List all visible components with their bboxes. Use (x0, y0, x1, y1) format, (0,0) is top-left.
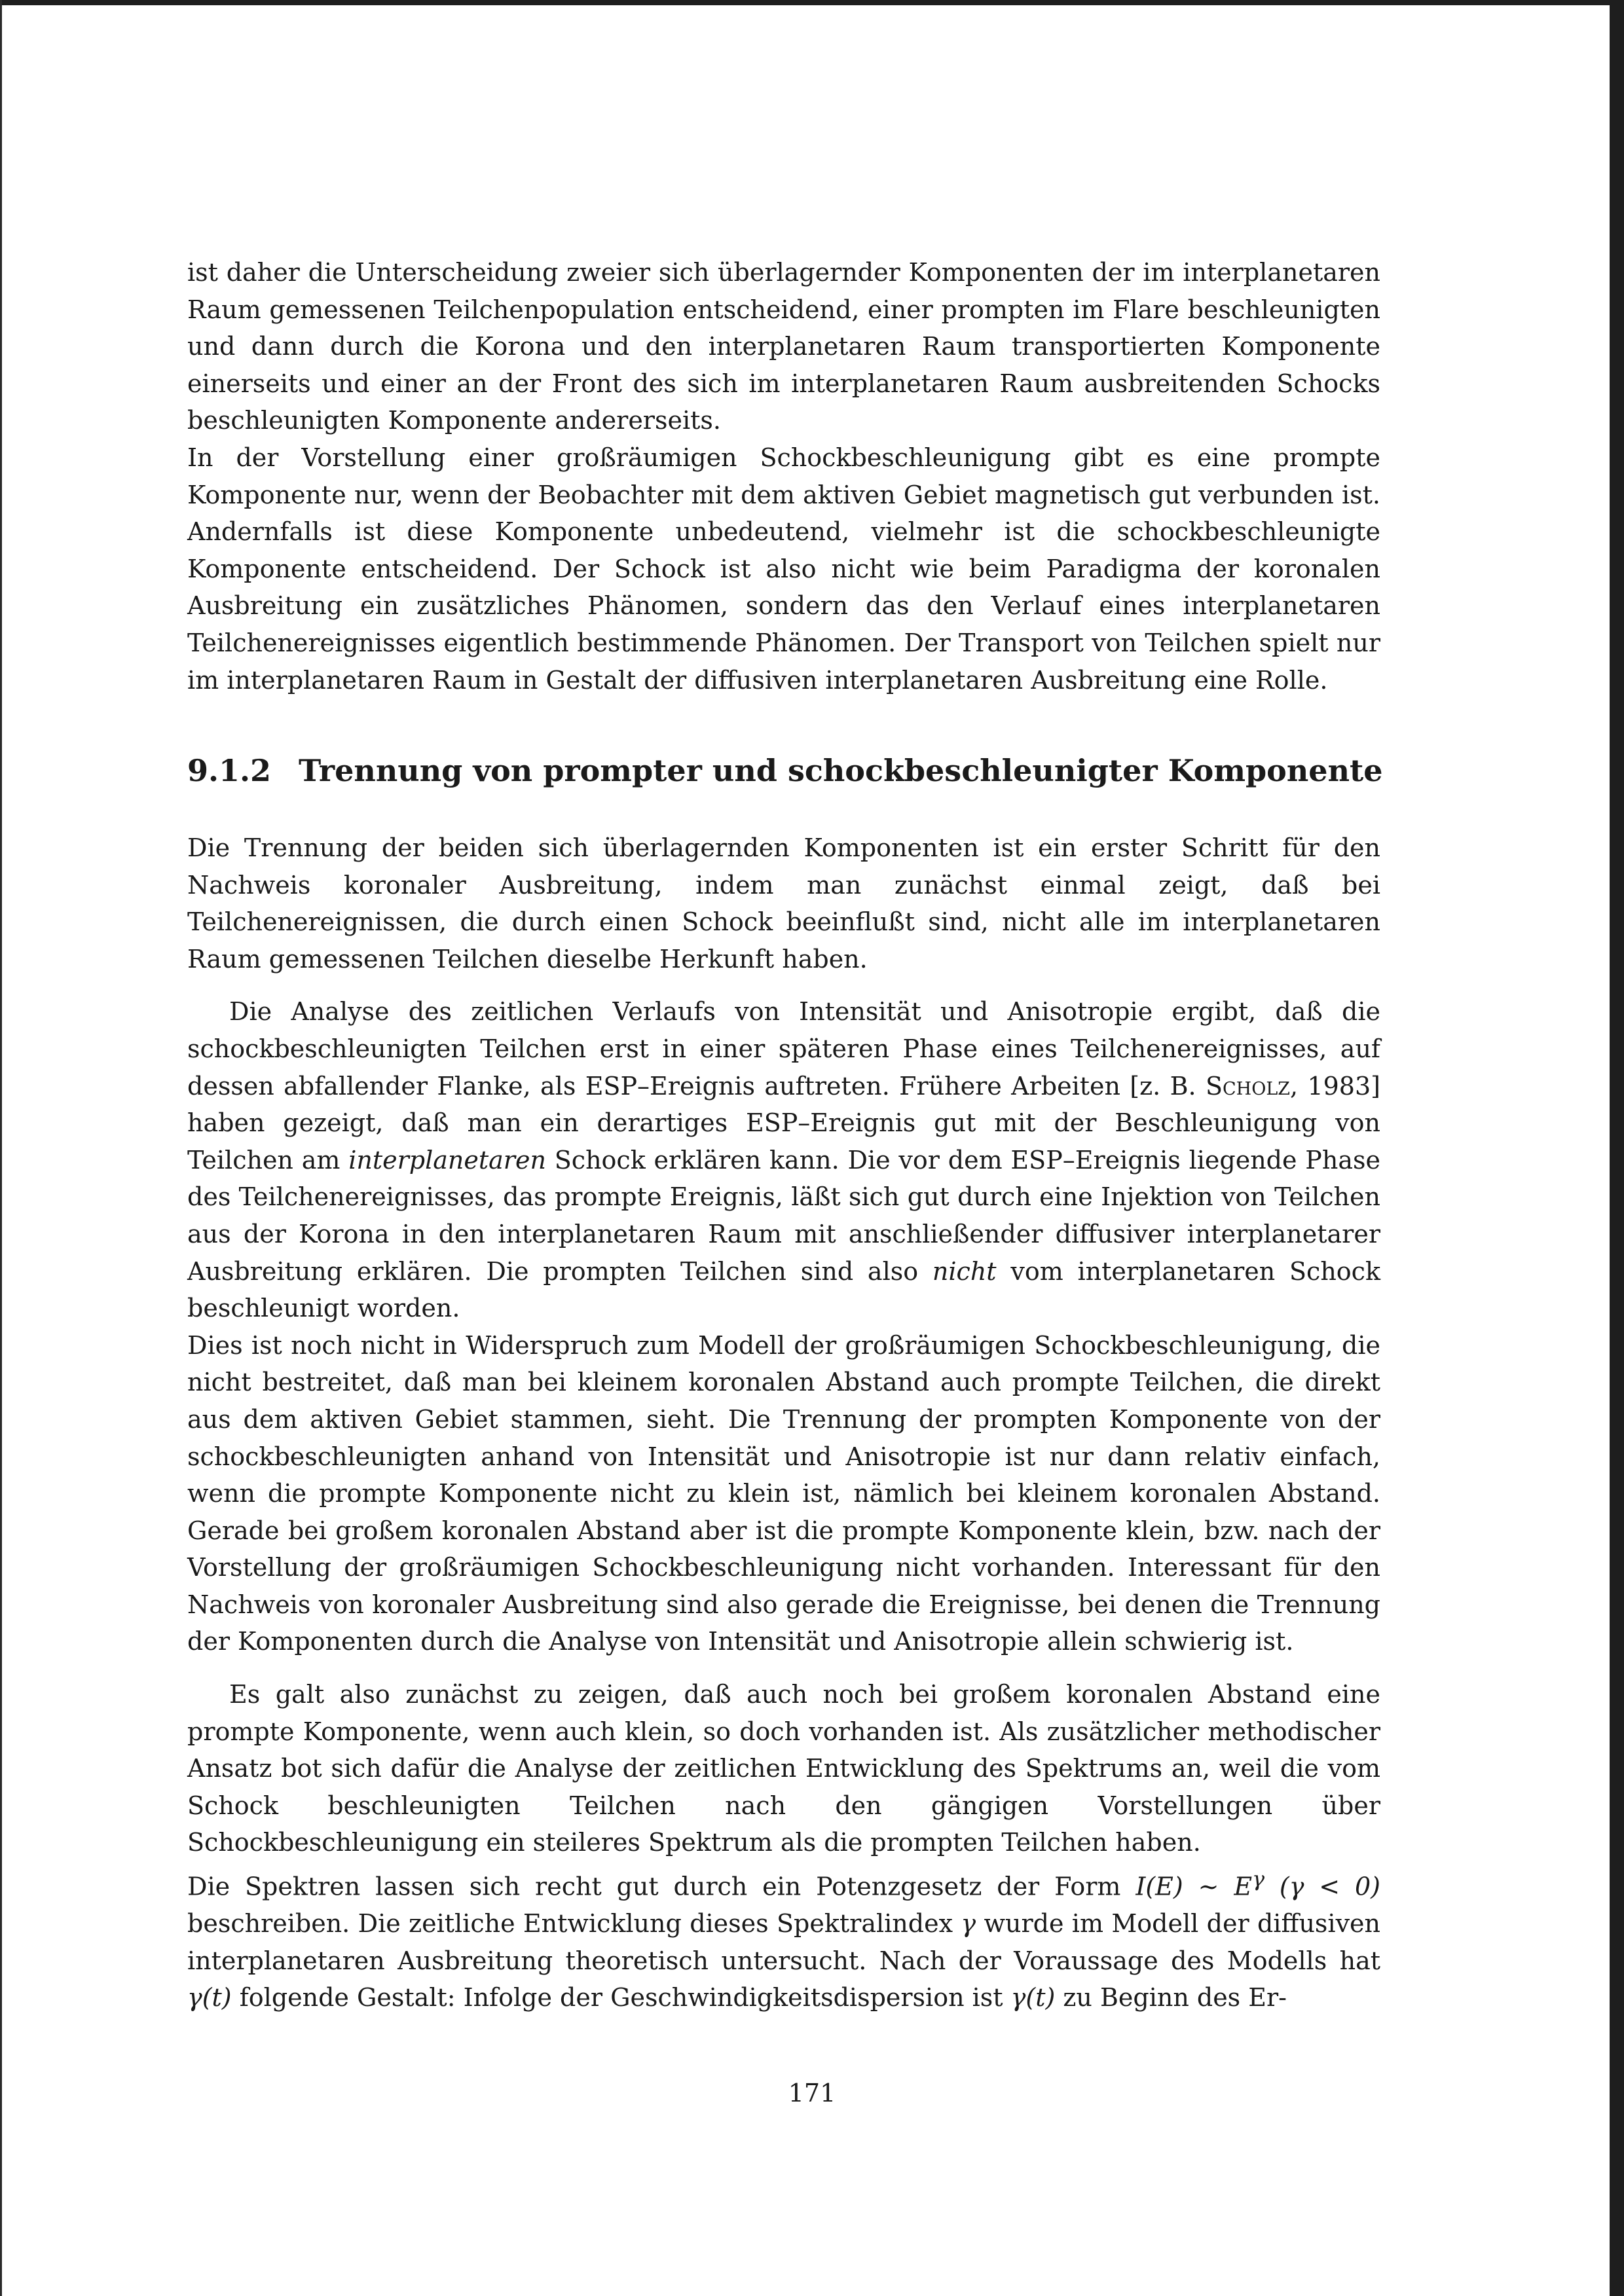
text-fragment: vom interplanetaren Schock beschleunigt worden. (187, 1256, 1380, 1323)
math-formula: (γ < 0) (1264, 1872, 1380, 1901)
text-fragment: beschreiben. Die zeitliche Entwicklung dieses Spektralindex (187, 1909, 961, 1939)
paragraph (187, 1861, 1380, 2016)
math-symbol: γ(t) (1010, 1983, 1056, 2013)
paragraph: In der Vorstellung einer großräumigen Schockbeschleunigung gibt es eine prompte Komponente nur, wenn der Beobachter mit dem aktiven Gebiet magnetisch gut verbunden ist. Andernfalls ist diese Komponente unbedeutend, vielmehr ist die schockbeschleunigte Komponente entscheidend. Der Schock ist also nicht wie beim Paradigma der koronalen Ausbreitung ein zusätzliches Phänomen, sondern das den Verlauf eines interplanetaren Teilchenereignisses eigentlich bestimmende Phänomen. Der Transport von Teilchen spielt nur im interplanetaren Raum in Gestalt der diffusiven interplanetaren Ausbreitung eine Rolle. (187, 443, 1380, 695)
paragraph: ist daher die Unterscheidung zweier sich überlagernder Komponenten der im interplanetaren Raum gemessenen Teilchenpopulation entscheidend, einer prompten im Flare beschleunigten und dann durch die Korona und den interplanetaren Raum transportierten Komponente einerseits und einer an der Front des sich im interplanetaren Raum ausbreitenden Schocks beschleunigten Komponente andererseits. (187, 258, 1380, 435)
text-fragment: Schock erklären kann. Die vor dem ESP–Ereignis liegende Phase des Teilchenereignisses, das prompte Ereignis, läßt sich gut durch eine Injektion von Teilchen aus der Korona in den interplanetaren Raum mit anschließender diffusiver interplanetarer Ausbreitung erklären. Die prompten Teilchen sind also (187, 1145, 1380, 1286)
scan-border-left (0, 0, 2, 2296)
section-heading (187, 753, 1383, 788)
text-fragment: Die Analyse des zeitlichen Verlaufs von Intensität und Anisotropie ergibt, daß die schockbeschleunigten Teilchen erst in einer späteren Phase eines Teilchenereignisses, auf dessen abfallender Flanke, als ESP–Ereignis auftreten. Frühere Arbeiten [z. B. (187, 997, 1380, 1101)
scan-border-top (0, 0, 1624, 5)
page-number: 171 (788, 2079, 836, 2107)
math-symbol: γ(t) (187, 1983, 232, 2013)
text-fragment: folgende Gestalt: Infolge der Geschwindigkeitsdispersion ist (231, 1983, 1011, 2013)
math-formula: I(E) ~ E (1135, 1872, 1253, 1901)
emphasis: interplanetaren (348, 1145, 546, 1175)
author-citation: Scholz (1205, 1071, 1291, 1101)
paragraph (187, 993, 1380, 1326)
paragraph: Dies ist noch nicht in Widerspruch zum Modell der großräumigen Schockbeschleunigung, die nicht bestreitet, daß man bei kleinem koronalen Abstand auch prompte Teilchen, die direkt aus dem aktiven Gebiet stammen, sieht. Die Trennung der prompten Komponente von der schockbeschleunigten anhand von Intensität und Anisotropie ist nur dann relativ einfach, wenn die prompte Komponente nicht zu klein ist, nämlich bei kleinem koronalen Abstand. Gerade bei großem koronalen Abstand aber ist die prompte Komponente klein, bzw. nach der Vorstellung der großräumigen Schockbeschleunigung nicht vorhanden. Interessant für den Nachweis von koronaler Ausbreitung sind also gerade die Ereignisse, bei denen die Trennung der Komponenten durch die Analyse von Intensität und Anisotropie allein schwierig ist. (187, 1330, 1380, 1656)
text-fragment: Die Spektren lassen sich recht gut durch ein Potenzgesetz der Form (187, 1872, 1136, 1901)
scan-border-right (1610, 0, 1624, 2296)
text-fragment: zu Beginn des Er- (1055, 1983, 1287, 2013)
body-text-top (187, 254, 1380, 699)
math-superscript: γ (1252, 1868, 1264, 1892)
paragraph: Die Trennung der beiden sich überlagernden Komponenten ist ein erster Schritt für den Nachweis koronaler Ausbreitung, indem man zunächst einmal zeigt, daß bei Teilchenereignissen, die durch einen Schock beeinflußt sind, nicht alle im interplanetaren Raum gemessenen Teilchen dieselbe Herkunft haben. (187, 833, 1380, 974)
text-fragment: wurde im Modell der diffusiven interplanetaren Ausbreitung theoretisch untersucht. Nach der Voraussage des Modells hat (187, 1909, 1381, 1975)
emphasis: nicht (932, 1256, 997, 1286)
text-fragment: , 1983] haben gezeigt, daß man ein derartiges ESP–Ereignis gut mit der Beschleunigung von Teilchen am (187, 1071, 1380, 1175)
section-title: Trennung von prompter und schockbeschleunigter Komponente (299, 753, 1383, 788)
math-symbol: γ (961, 1909, 976, 1939)
paragraph: Es galt also zunächst zu zeigen, daß auch noch bei großem koronalen Abstand eine prompte Komponente, wenn auch klein, so doch vorhanden ist. Als zusätzlicher methodischer Ansatz bot sich dafür die Analyse der zeitlichen Entwicklung des Spektrums an, weil die vom Schock beschleunigten Teilchen nach den gängigen Vorstellungen über Schockbeschleunigung ein steileres Spektrum als die prompten Teilchen haben. (187, 1680, 1380, 1857)
body-text-section (187, 829, 1380, 2016)
section-number: 9.1.2 (187, 753, 272, 788)
